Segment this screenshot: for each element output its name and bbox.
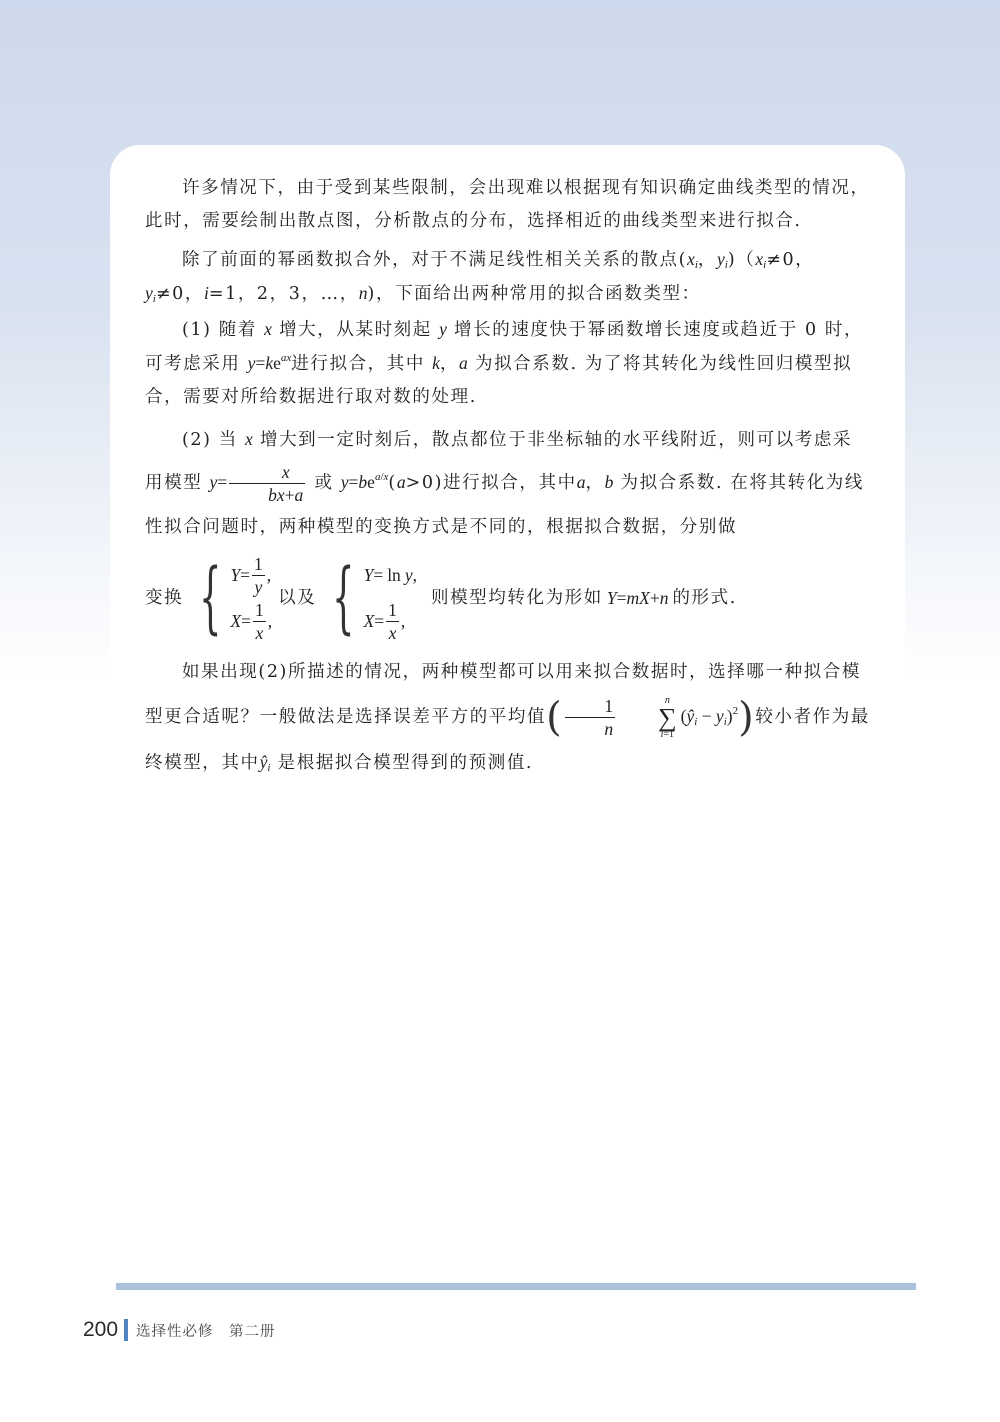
page-number: 200 (83, 1318, 119, 1341)
paragraph-5: 如果出现(2)所描述的情况，两种模型都可以用来拟合数据时，选择哪一种拟合模型更合适呢？一般做法是选择误差平方的平均值( $\frac{1}{n}$ n ∑ i=1 $(ŷ_i - y_i)^2$)较小者作为最终模型，其中$ŷ_i$ 是根据拟合模型得到的预测值. (145, 662, 870, 774)
summation-symbol: n ∑ i=1 (658, 694, 677, 740)
footer-accent-bar (124, 1319, 128, 1341)
paragraph-3: (1) 随着 x 增大，从某时刻起 y 增长的速度快于幂函数增长速度或趋近于 0 时，可考虑采用 $y=ke^{ax}$进行拟合，其中 k，a 为拟合系数. 为了将其转化为线性回归模型拟合，需要对所给数据进行取对数的处理. (145, 319, 864, 407)
paragraph-2: 除了前面的幂函数拟合外，对于不满足线性相关关系的散点($x_i$，$y_i)(x_i\ne 0$，$y_i\ne 0$，i=1，2，3，…，n)，下面给出两种常用的拟合函数类型： (145, 249, 815, 305)
system-1: { Y = $\frac{1}{y}$ , X = $\frac{1}{x}$ , (199, 553, 273, 643)
page-content (145, 172, 870, 785)
system-2: { Y = ln y , X = $\frac{1}{x}$ , (332, 553, 417, 643)
transform-line: 变换 { Y = $\frac{1}{y}$ , X = $\frac{1}{x}$ , 以及 { Y = ln y , X = $\frac{1}{x}$ , 则模型均转化为形如 Y=mX+n 的形式. (145, 553, 737, 643)
paragraph-1: 许多情况下，由于受到某些限制，会出现难以根据现有知识确定曲线类型的情况，此时，需要绘制出散点图，分析散点的分布，选择相近的曲线类型来进行拟合. (145, 178, 870, 231)
footer-divider (116, 1283, 916, 1290)
fraction-x-over-bx-plus-a: $\frac{x}{bx+a}$ (229, 461, 305, 506)
book-title: 选择性必修 第二册 (136, 1323, 276, 1340)
page-footer (83, 1318, 276, 1342)
paragraph-4: (2) 当 x 增大到一定时刻后，散点都位于非坐标轴的水平线附近，则可以考虑采用模型 y= $\frac{x}{bx+a}$ 或 $y=be^{a/x}(a>0)$进行拟合，其中a，b 为拟合系数. 在将其转化为线性拟合问题时，两种模型的变换方式是不同的，根据拟合数据，分别做 (145, 429, 865, 537)
